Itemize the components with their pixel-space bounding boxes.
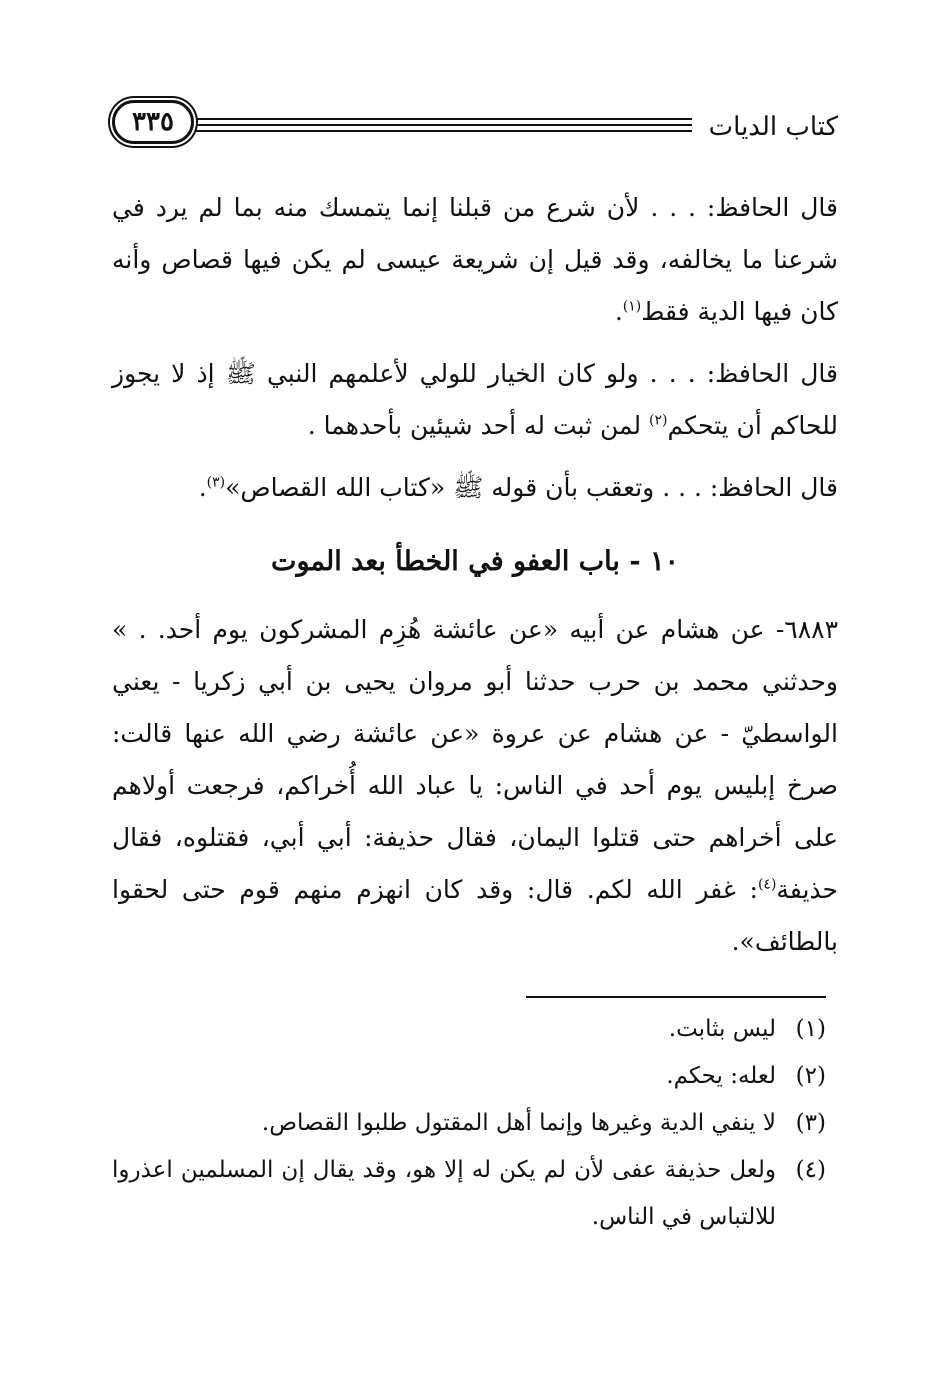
page-header — [112, 98, 838, 158]
footnote-number: (٤) — [795, 1157, 826, 1183]
footnote-text: لعله: يحكم. — [666, 1063, 776, 1089]
footnote-text: ليس بثابت. — [668, 1016, 776, 1042]
main-text — [112, 182, 838, 978]
footnote-4 — [112, 1147, 826, 1241]
paragraph-text: قال الحافظ: . . . وتعقب بأن قوله ﷺ «كتاب الله القصاص» — [225, 473, 838, 502]
header-rule — [196, 118, 692, 132]
footnote-separator — [526, 996, 826, 998]
paragraph-hafiz-1 — [112, 182, 838, 338]
footnote-ref-1: (١) — [622, 298, 642, 315]
footnote-ref-2: (٢) — [649, 412, 668, 429]
paragraph-hafiz-3 — [112, 462, 838, 514]
footnote-text: ولعل حذيفة عفى لأن لم يكن له إلا هو، وقد يقال إن المسلمين اعذروا للالتباس في الناس. — [112, 1157, 776, 1230]
chapter-heading: ١٠ - باب العفو في الخطأ بعد الموت — [271, 546, 679, 577]
footnote-2 — [112, 1053, 826, 1100]
hadith-text-continued: : غفر الله لكم. قال: وقد كان انهزم منهم قوم حتى لحقوا بالطائف». — [112, 875, 838, 956]
paragraph-text-continued: لمن ثبت له أحد شيئين بأحدهما . — [307, 411, 650, 440]
footnote-ref-3: (٣) — [206, 474, 226, 491]
running-title: كتاب الديات — [708, 112, 838, 142]
paragraph-hafiz-2 — [112, 348, 838, 452]
paragraph-end: . — [198, 473, 207, 502]
footnote-number: (١) — [795, 1016, 826, 1042]
paragraph-text: قال الحافظ: . . . ولو كان الخيار للولي لأعلمهم النبي ﷺ إذ لا يجوز للحاكم أن يتحكم — [112, 359, 838, 440]
footnote-number: (٣) — [795, 1110, 826, 1136]
footnote-number: (٢) — [795, 1063, 826, 1089]
footnotes — [112, 1006, 826, 1241]
footnote-text: لا ينفي الدية وغيرها وإنما أهل المقتول طلبوا القصاص. — [261, 1110, 776, 1136]
hadith-paragraph — [112, 604, 838, 968]
paragraph-text: قال الحافظ: . . . لأن شرع من قبلنا إنما يتمسك منه بما لم يرد في شرعنا ما يخالفه، وقد قيل إن شريعة عيسى لم يكن فيها قصاص وأنه كان فيها الدية فقط — [112, 193, 838, 326]
hadith-text: ٦٨٨٣- عن هشام عن أبيه «عن عائشة هُزِم المشركون يوم أحد. . » وحدثني محمد بن حرب حدثنا أبو مروان يحيى بن أبي زكريا - يعني الواسطيّ - عن هشام عن عروة «عن عائشة رضي الله عنها قالت: صرخ إبليس يوم أحد في الناس: يا عباد الله أُخراكم، فرجعت أولاهم على أخراهم حتى قتلوا اليمان، فقال حذيفة: أبي أبي، فقتلوه، فقال حذيفة — [112, 615, 838, 904]
footnote-3 — [112, 1100, 826, 1147]
footnote-1 — [112, 1006, 826, 1053]
footnote-ref-4: (٤) — [757, 876, 777, 893]
page-number: ٣٣٥ — [132, 107, 174, 137]
paragraph-end: . — [614, 297, 623, 326]
page-number-badge — [112, 100, 194, 144]
